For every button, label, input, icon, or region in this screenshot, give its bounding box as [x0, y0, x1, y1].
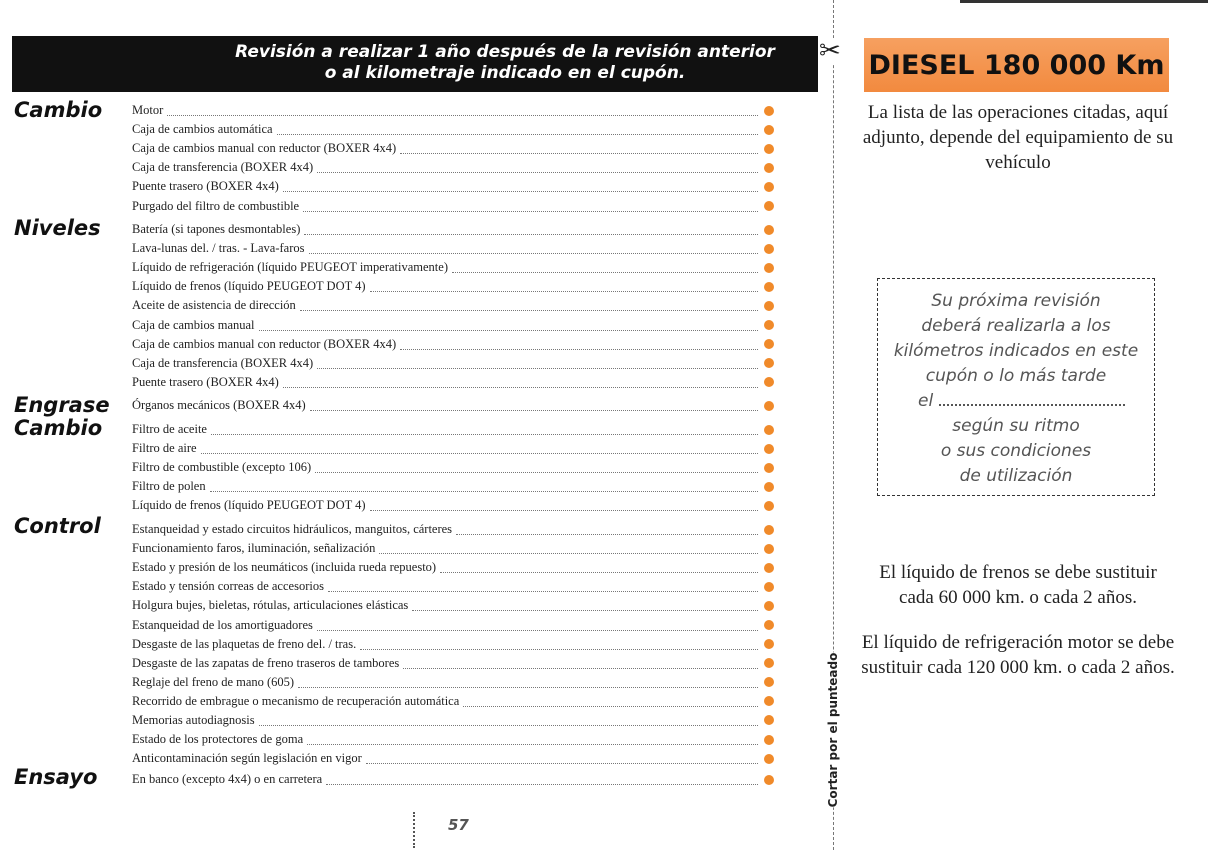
list-item: Lava-lunas del. / tras. - Lava-faros: [132, 239, 772, 258]
list-item: Puente trasero (BOXER 4x4): [132, 177, 772, 196]
page-number-divider: [413, 812, 415, 848]
header-banner: [12, 36, 818, 92]
bullet-dot-icon: [764, 358, 774, 368]
bullet-dot-icon: [764, 677, 774, 687]
list-item: Motor: [132, 101, 772, 120]
list-item: Purgado del filtro de combustible: [132, 196, 772, 215]
coupon-date-row: [878, 389, 1154, 414]
list-item: Funcionamiento faros, iluminación, señalización: [132, 539, 772, 558]
coupon-line-1: Su próxima revisión: [931, 291, 1101, 311]
list-item: Aceite de asistencia de dirección: [132, 296, 772, 315]
coupon-line-2: deberá realizarla a los: [921, 316, 1111, 336]
bullet-dot-icon: [764, 735, 774, 745]
bullet-dot-icon: [764, 658, 774, 668]
list-item: Filtro de aceite: [132, 420, 772, 439]
bullet-dot-icon: [764, 182, 774, 192]
header-line-2: o al kilometraje indicado en el cupón.: [324, 63, 686, 83]
bullet-dot-icon: [764, 501, 774, 511]
list-item: Filtro de polen: [132, 477, 772, 496]
section-title-cambio: Cambio: [14, 98, 103, 122]
header-line-1: Revisión a realizar 1 año después de la revisión anterior: [235, 42, 775, 62]
list-item: Memorias autodiagnosis: [132, 711, 772, 730]
list-item: Holgura bujes, bieletas, rótulas, articulaciones elásticas: [132, 596, 772, 615]
bullet-dot-icon: [764, 320, 774, 330]
list-item: Recorrido de embrague o mecanismo de recuperación automática: [132, 692, 772, 711]
intro-text: La lista de las operaciones citadas, aquí adjunto, depende del equipamiento de su vehículo: [862, 102, 1174, 173]
list-item: Caja de transferencia (BOXER 4x4): [132, 354, 772, 373]
bullet-dot-icon: [764, 463, 774, 473]
bullet-dot-icon: [764, 301, 774, 311]
bullet-dot-icon: [764, 144, 774, 154]
list-item: En banco (excepto 4x4) o en carretera: [132, 770, 772, 789]
section-items-cambio: [132, 101, 772, 216]
bullet-dot-icon: [764, 582, 774, 592]
list-item: Filtro de aire: [132, 439, 772, 458]
coupon-line-3: kilómetros indicados en este: [893, 341, 1139, 361]
section-items-engrase: [132, 396, 772, 415]
list-item: Líquido de frenos (líquido PEUGEOT DOT 4): [132, 496, 772, 515]
list-item: Estado de los protectores de goma: [132, 730, 772, 749]
bullet-dot-icon: [764, 482, 774, 492]
section-title-ensayo: Ensayo: [14, 765, 98, 789]
date-blank-field[interactable]: [939, 398, 1125, 406]
list-item: Filtro de combustible (excepto 106): [132, 458, 772, 477]
bullet-dot-icon: [764, 339, 774, 349]
coupon-line-7: o sus condiciones: [940, 441, 1092, 461]
list-item: Desgaste de las plaquetas de freno del. / tras.: [132, 635, 772, 654]
bullet-dot-icon: [764, 263, 774, 273]
list-item: Caja de cambios manual con reductor (BOXER 4x4): [132, 139, 772, 158]
coolant-note: El líquido de refrigeración motor se debe sustituir cada 120 000 km. o cada 2 años.: [861, 632, 1175, 678]
list-item: Batería (si tapones desmontables): [132, 220, 772, 239]
bullet-dot-icon: [764, 163, 774, 173]
bullet-dot-icon: [764, 696, 774, 706]
list-item: Líquido de refrigeración (líquido PEUGEOT imperativamente): [132, 258, 772, 277]
bullet-dot-icon: [764, 775, 774, 785]
list-item: Caja de cambios automática: [132, 120, 772, 139]
bullet-dot-icon: [764, 444, 774, 454]
list-item: Caja de cambios manual: [132, 315, 772, 334]
top-rule: [960, 0, 1208, 3]
coupon-line-5: el: [918, 391, 934, 411]
bullet-dot-icon: [764, 601, 774, 611]
diesel-mileage-title: DIESEL 180 000 Km: [864, 38, 1169, 92]
cut-instruction-label: Cortar por el punteado: [826, 652, 840, 808]
bullet-dot-icon: [764, 377, 774, 387]
list-item: Desgaste de las zapatas de freno traseros de tambores: [132, 654, 772, 673]
bullet-dot-icon: [764, 401, 774, 411]
list-item: Órganos mecánicos (BOXER 4x4): [132, 396, 772, 415]
list-item: Anticontaminación según legislación en vigor: [132, 749, 772, 768]
bullet-dot-icon: [764, 563, 774, 573]
list-item: Líquido de frenos (líquido PEUGEOT DOT 4): [132, 277, 772, 296]
section-title-engrase: Engrase: [14, 393, 110, 417]
coupon-line-6: según su ritmo: [952, 416, 1080, 436]
list-item: Estanqueidad de los amortiguadores: [132, 615, 772, 634]
bullet-dot-icon: [764, 754, 774, 764]
list-item: Estado y tensión correas de accesorios: [132, 577, 772, 596]
bullet-dot-icon: [764, 715, 774, 725]
bullet-dot-icon: [764, 282, 774, 292]
section-title-cambio-filtros: Cambio: [14, 416, 103, 440]
coupon-line-4: cupón o lo más tarde: [925, 366, 1107, 386]
bullet-dot-icon: [764, 525, 774, 535]
section-items-niveles: [132, 220, 772, 392]
bullet-dot-icon: [764, 544, 774, 554]
section-title-niveles: Niveles: [14, 216, 101, 240]
bullet-dot-icon: [764, 244, 774, 254]
page-number: 57: [448, 816, 469, 834]
section-items-control: [132, 520, 772, 768]
section-title-control: Control: [14, 514, 101, 538]
scissors-icon: ✂: [819, 36, 841, 66]
bullet-dot-icon: [764, 425, 774, 435]
bullet-dot-icon: [764, 639, 774, 649]
list-item: Caja de cambios manual con reductor (BOXER 4x4): [132, 335, 772, 354]
brake-fluid-note: El líquido de frenos se debe sustituir cada 60 000 km. o cada 2 años.: [879, 562, 1157, 608]
section-items-ensayo: [132, 770, 772, 789]
bullet-dot-icon: [764, 225, 774, 235]
list-item: Reglaje del freno de mano (605): [132, 673, 772, 692]
list-item: Puente trasero (BOXER 4x4): [132, 373, 772, 392]
list-item: Estado y presión de los neumáticos (incluida rueda repuesto): [132, 558, 772, 577]
bullet-dot-icon: [764, 125, 774, 135]
next-revision-coupon[interactable]: [877, 278, 1155, 496]
bullet-dot-icon: [764, 106, 774, 116]
list-item: Caja de transferencia (BOXER 4x4): [132, 158, 772, 177]
bullet-dot-icon: [764, 201, 774, 211]
coupon-line-8: de utilización: [959, 466, 1073, 486]
list-item: Estanqueidad y estado circuitos hidráulicos, manguitos, cárteres: [132, 520, 772, 539]
section-items-cambio-filtros: [132, 420, 772, 515]
bullet-dot-icon: [764, 620, 774, 630]
